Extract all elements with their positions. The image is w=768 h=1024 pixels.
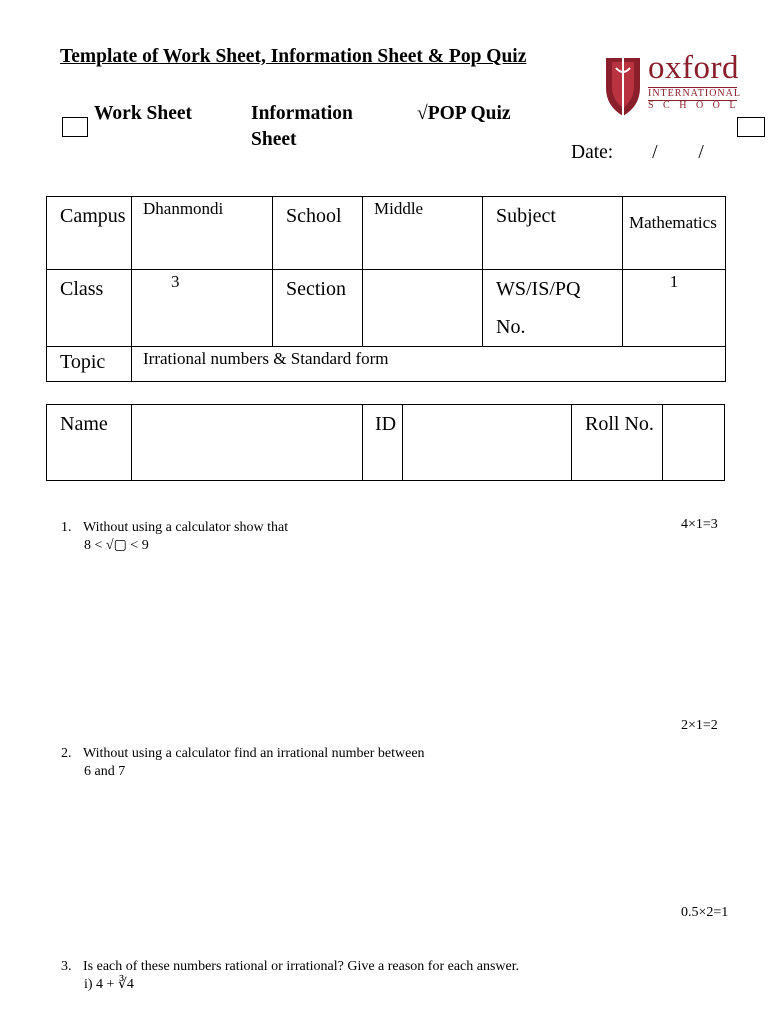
question-2 [61, 745, 425, 781]
checkmark-icon: √ [417, 103, 428, 124]
question-2-marks: 2×1=2 [681, 718, 718, 733]
question-3 [61, 958, 519, 994]
student-table [46, 404, 725, 481]
name-field[interactable] [132, 405, 363, 481]
page-title: Template of Work Sheet, Information Sheet & Pop Quiz [60, 46, 527, 67]
question-continuation: 6 and 7 [84, 764, 126, 779]
ws-is-pq-value[interactable]: 1 [623, 270, 726, 347]
question-number: 1. [61, 520, 72, 535]
campus-label: Campus [47, 197, 132, 270]
date-label: Date: [571, 142, 614, 163]
section-value[interactable] [363, 270, 483, 347]
school-label: School [273, 197, 363, 270]
question-number: 3. [61, 959, 72, 974]
date-separator: / [698, 142, 704, 163]
pop-quiz-option[interactable] [417, 101, 511, 127]
information-label-line2: Sheet [251, 129, 297, 150]
ws-is-pq-label: WS/IS/PQ No. [483, 270, 623, 347]
information-sheet-checkbox[interactable] [737, 117, 765, 137]
logo-emblem-icon [602, 52, 644, 118]
logo-wordmark: oxford [648, 50, 739, 86]
question-text: Is each of these numbers rational or irrational? Give a reason for each answer. [83, 959, 520, 974]
school-value[interactable]: Middle [363, 197, 483, 270]
information-label-line1: Information [251, 103, 353, 124]
question-number: 2. [61, 746, 72, 761]
topic-value[interactable]: Irrational numbers & Standard form [132, 347, 726, 382]
question-expression: 8 < √▢ < 9 [84, 538, 149, 553]
worksheet-checkbox[interactable] [62, 117, 88, 137]
topic-label: Topic [47, 347, 132, 382]
logo-school: SCHOOL [648, 100, 746, 111]
logo-international: INTERNATIONAL [648, 88, 741, 99]
question-1-marks: 4×1=3 [681, 517, 718, 532]
section-label: Section [273, 270, 363, 347]
subject-label: Subject [483, 197, 623, 270]
campus-value[interactable]: Dhanmondi [132, 197, 273, 270]
question-1 [61, 519, 288, 555]
info-table [46, 196, 726, 382]
name-label: Name [47, 405, 132, 481]
class-value[interactable]: 3 [132, 270, 273, 347]
subject-value[interactable]: Mathematics [623, 197, 726, 270]
school-logo [602, 50, 746, 118]
id-field[interactable] [403, 405, 572, 481]
question-text: Without using a calculator find an irrational number between [83, 746, 425, 761]
roll-no-field[interactable] [663, 405, 725, 481]
information-sheet-label [251, 101, 353, 153]
date-separator: / [652, 142, 658, 163]
question-subpart: i) 4 + ∛4 [84, 977, 134, 992]
pop-quiz-label: POP Quiz [427, 103, 511, 124]
worksheet-label: Work Sheet [94, 103, 193, 124]
question-text: Without using a calculator show that [83, 520, 289, 535]
question-3-marks: 0.5×2=1 [681, 905, 729, 920]
date-field[interactable] [571, 142, 704, 164]
class-label: Class [47, 270, 132, 347]
id-label: ID [363, 405, 403, 481]
roll-no-label: Roll No. [572, 405, 663, 481]
